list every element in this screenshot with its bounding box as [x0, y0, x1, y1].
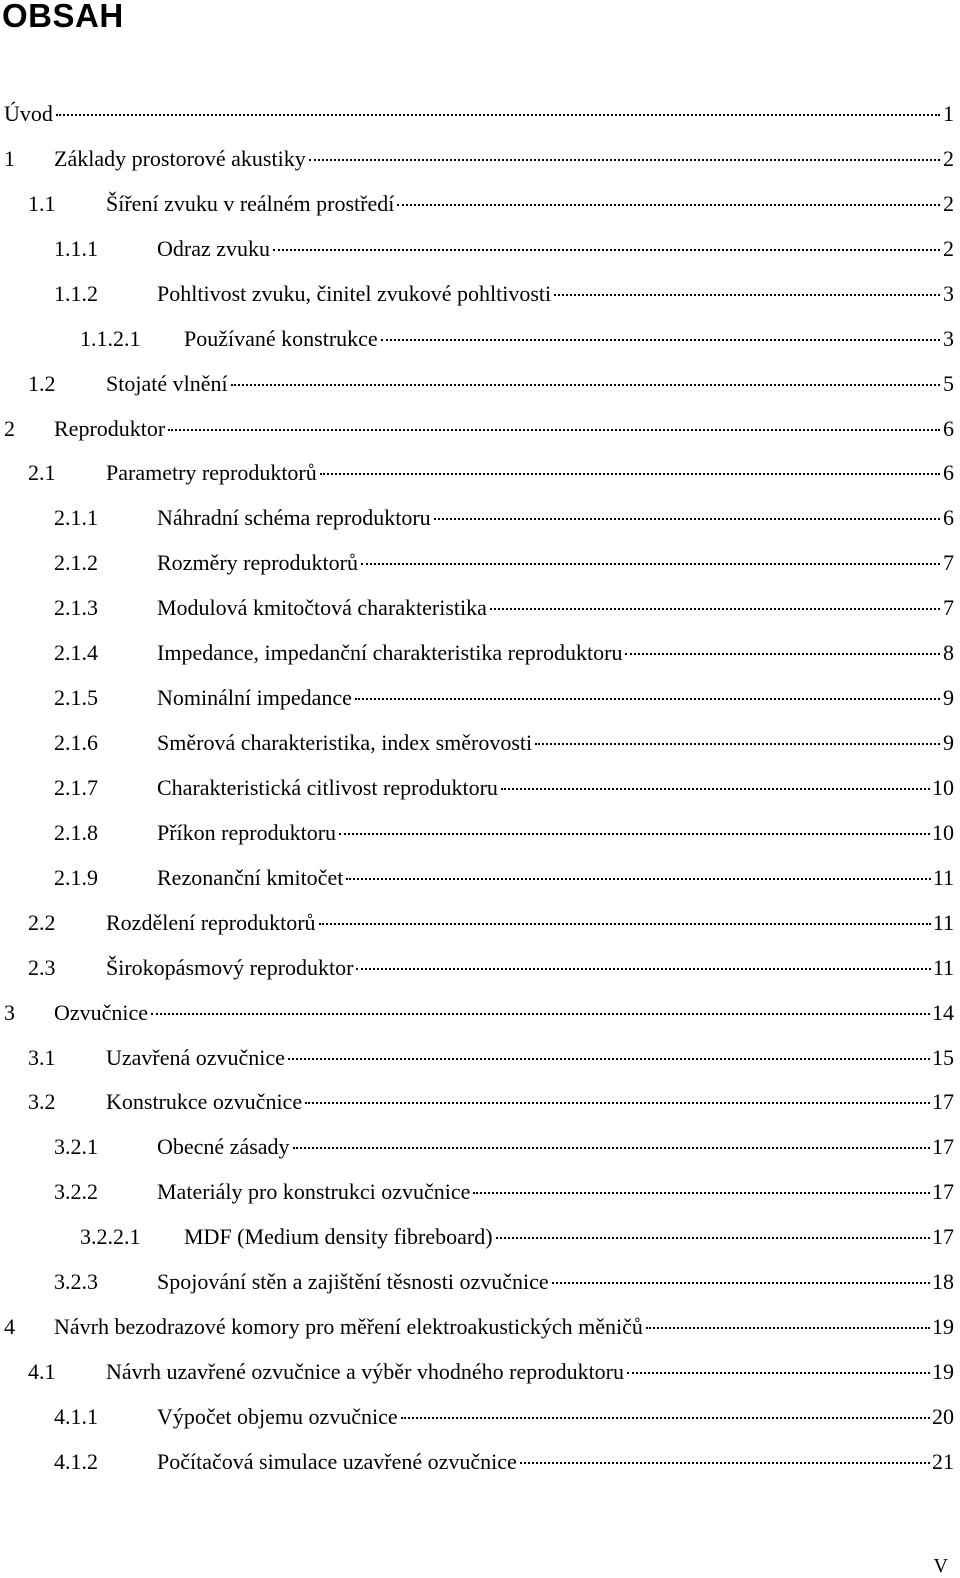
dot-leader [355, 697, 940, 700]
dot-leader [496, 1236, 930, 1239]
dot-leader [625, 652, 940, 655]
toc-entry[interactable] [28, 1350, 954, 1394]
toc-entry-title: Směrová charakteristika, index směrovosti [157, 730, 533, 755]
dot-leader [361, 562, 940, 565]
toc-entry-number: 3.2.1 [54, 1134, 98, 1159]
toc-entry-title: Rozměry reproduktorů [157, 550, 358, 575]
toc-entry-page: 9 [943, 685, 954, 710]
toc-entry-title: Počítačová simulace uzavřené ozvučnice [157, 1449, 517, 1474]
toc-entry-page: 7 [943, 550, 954, 575]
dot-leader [520, 1461, 930, 1464]
toc-entry-page: 21 [932, 1449, 954, 1474]
toc-entry[interactable] [4, 92, 954, 136]
toc-entry-number: 2.1.1 [54, 505, 98, 530]
toc-entry-title: Konstrukce ozvučnice [106, 1089, 303, 1114]
toc-entry-page: 14 [932, 1000, 954, 1025]
dot-leader [231, 383, 940, 386]
toc-entry-page: 1 [943, 101, 954, 126]
toc-entry-page: 17 [932, 1179, 954, 1204]
dot-leader [319, 922, 931, 925]
toc-entry-number: 1 [4, 146, 15, 171]
toc-entry-title: Širokopásmový reproduktor [106, 955, 354, 980]
toc-entry-number: 3.2.2.1 [80, 1224, 141, 1249]
toc-entry-page: 18 [932, 1269, 954, 1294]
toc-entry-title: Odraz zvuku [157, 236, 271, 261]
dot-leader [356, 967, 930, 970]
toc-entry[interactable] [80, 317, 954, 361]
toc-entry-page: 5 [943, 371, 954, 396]
toc-entry[interactable] [54, 1440, 954, 1484]
toc-entry-page: 7 [943, 595, 954, 620]
toc-entry-number: 2.1.9 [54, 865, 98, 890]
toc-entry-page: 11 [932, 865, 954, 890]
dot-leader [320, 472, 940, 475]
toc-entry-number: 2.1.2 [54, 550, 98, 575]
toc-entry-title: Základy prostorové akustiky [54, 146, 306, 171]
toc-entry-number: 2 [4, 416, 15, 441]
toc-entry-number: 4.1.1 [54, 1404, 98, 1429]
toc-entry[interactable] [54, 1260, 954, 1304]
toc-entry[interactable] [4, 407, 954, 451]
dot-leader [56, 113, 940, 116]
toc-entry-page: 2 [943, 236, 954, 261]
toc-entry-number: 2.1.4 [54, 640, 98, 665]
toc-entry[interactable] [28, 451, 954, 495]
toc-entry[interactable] [54, 676, 954, 720]
toc-entry-title: Stojaté vlnění [106, 371, 228, 396]
dot-leader [273, 248, 940, 251]
toc-entry-number: 2.3 [28, 955, 56, 980]
toc-entry-title: Obecné zásady [157, 1134, 290, 1159]
toc-entry-number: 3.2 [28, 1089, 56, 1114]
toc-entry-title: Reproduktor [54, 416, 166, 441]
toc-entry[interactable] [4, 137, 954, 181]
toc-entry-number: 1.2 [28, 371, 56, 396]
toc-entry[interactable] [54, 766, 954, 810]
toc-entry-number: 2.1.5 [54, 685, 98, 710]
toc-entry-number: 2.1 [28, 460, 56, 485]
toc-entry[interactable] [54, 272, 954, 316]
toc-entry-title: Výpočet objemu ozvučnice [157, 1404, 398, 1429]
toc-entry-page: 17 [932, 1134, 954, 1159]
toc-entry-title: Charakteristická citlivost reproduktoru [157, 775, 498, 800]
toc-entry[interactable] [54, 631, 954, 675]
toc-entry[interactable] [54, 856, 954, 900]
toc-entry[interactable] [4, 1305, 954, 1349]
toc-entry-title: Šíření zvuku v reálném prostředí [106, 191, 395, 216]
dot-leader [535, 742, 940, 745]
dot-leader [288, 1057, 930, 1060]
dot-leader [305, 1101, 930, 1104]
toc-entry-title: Návrh uzavřené ozvučnice a výběr vhodného reproduktoru [106, 1359, 625, 1384]
toc-entry-title: Parametry reproduktorů [106, 460, 317, 485]
toc-entry-page: 6 [943, 460, 954, 485]
toc-entry[interactable] [54, 811, 954, 855]
toc-entry-number: 4 [4, 1314, 15, 1339]
page-number: V [933, 1555, 948, 1577]
toc-entry-title: Pohltivost zvuku, činitel zvukové pohltivosti [157, 281, 552, 306]
toc-entry[interactable] [28, 901, 954, 945]
toc-entry-page: 2 [943, 191, 954, 216]
toc-entry-number: 3.2.2 [54, 1179, 98, 1204]
dot-leader [501, 787, 930, 790]
toc-entry[interactable] [28, 1036, 954, 1080]
toc-entry-title: Úvod [4, 101, 53, 126]
toc-entry-title: Modulová kmitočtová charakteristika [157, 595, 487, 620]
toc-entry-page: 6 [943, 416, 954, 441]
toc-entry[interactable] [28, 946, 954, 990]
dot-leader [434, 517, 940, 520]
toc-entry[interactable] [28, 362, 954, 406]
dot-leader [397, 203, 940, 206]
toc-entry-page: 2 [943, 146, 954, 171]
toc-entry-title: Používané konstrukce [184, 326, 378, 351]
toc-entry[interactable] [54, 586, 954, 630]
toc-entry-number: 2.1.8 [54, 820, 98, 845]
toc-entry-title: MDF (Medium density fibreboard) [184, 1224, 493, 1249]
dot-leader [346, 877, 930, 880]
toc-entry-number: 3 [4, 1000, 15, 1025]
toc-entry[interactable] [28, 1080, 954, 1124]
toc-entry-number: 1.1.2.1 [80, 326, 141, 351]
toc-entry-title: Impedance, impedanční charakteristika reproduktoru [157, 640, 623, 665]
toc-entry-number: 3.1 [28, 1045, 56, 1070]
dot-leader [554, 293, 940, 296]
toc-entry-number: 1.1.1 [54, 236, 98, 261]
toc-entry-number: 4.1.2 [54, 1449, 98, 1474]
toc-entry-number: 1.1.2 [54, 281, 98, 306]
toc-entry[interactable] [54, 1170, 954, 1214]
toc-entry-number: 3.2.3 [54, 1269, 98, 1294]
toc-entry-title: Materiály pro konstrukci ozvučnice [157, 1179, 471, 1204]
dot-leader [627, 1371, 930, 1374]
toc-entry-title: Náhradní schéma reproduktoru [157, 505, 431, 530]
toc-entry-number: 2.1.7 [54, 775, 98, 800]
toc-entry[interactable] [80, 1215, 954, 1259]
toc-entry[interactable] [4, 991, 954, 1035]
toc-entry-title: Rozdělení reproduktorů [106, 910, 316, 935]
toc-entry[interactable] [54, 496, 954, 540]
toc-entry-number: 2.2 [28, 910, 56, 935]
dot-leader [473, 1191, 930, 1194]
toc-entry[interactable] [54, 721, 954, 765]
toc-entry-title: Příkon reproduktoru [157, 820, 337, 845]
dot-leader [401, 1416, 930, 1419]
toc-entry-page: 10 [932, 775, 954, 800]
dot-leader [339, 832, 930, 835]
toc-entry-title: Rezonanční kmitočet [157, 865, 344, 890]
toc-entry[interactable] [54, 1395, 954, 1439]
toc-entry-page: 6 [943, 505, 954, 530]
toc-entry-page: 9 [943, 730, 954, 755]
toc-entry-title: Ozvučnice [54, 1000, 149, 1025]
toc-entry-page: 20 [932, 1404, 954, 1429]
toc-entry-number: 2.1.3 [54, 595, 98, 620]
toc-entry-page: 19 [932, 1314, 954, 1339]
toc-entry[interactable] [54, 541, 954, 585]
dot-leader [490, 607, 940, 610]
toc-entry-title: Spojování stěn a zajištění těsnosti ozvučnice [157, 1269, 549, 1294]
dot-leader [646, 1326, 930, 1329]
toc-entry-number: 2.1.6 [54, 730, 98, 755]
dot-leader [381, 338, 940, 341]
toc-entry[interactable] [54, 227, 954, 271]
toc-entry-page: 3 [943, 326, 954, 351]
toc-entry-title: Návrh bezodrazové komory pro měření elektroakustických měničů [54, 1314, 643, 1339]
toc-entry-number: 4.1 [28, 1359, 56, 1384]
toc-entry-page: 8 [943, 640, 954, 665]
toc-entry-page: 17 [932, 1224, 954, 1249]
toc-entry-page: 11 [932, 955, 954, 980]
toc-entry-page: 10 [932, 820, 954, 845]
page-title: OBSAH [2, 0, 124, 34]
toc-entry-page: 17 [932, 1089, 954, 1114]
toc-entry[interactable] [54, 1125, 954, 1169]
dot-leader [168, 428, 940, 431]
dot-leader [151, 1012, 930, 1015]
toc-entry-page: 11 [932, 910, 954, 935]
dot-leader [293, 1146, 930, 1149]
toc-entry-number: 1.1 [28, 191, 56, 216]
toc-entry-page: 19 [932, 1359, 954, 1384]
toc-entry-page: 3 [943, 281, 954, 306]
dot-leader [552, 1281, 930, 1284]
toc-entry-title: Nominální impedance [157, 685, 352, 710]
toc-entry[interactable] [28, 182, 954, 226]
toc-entry-page: 15 [932, 1045, 954, 1070]
dot-leader [309, 158, 940, 161]
toc-entry-title: Uzavřená ozvučnice [106, 1045, 285, 1070]
